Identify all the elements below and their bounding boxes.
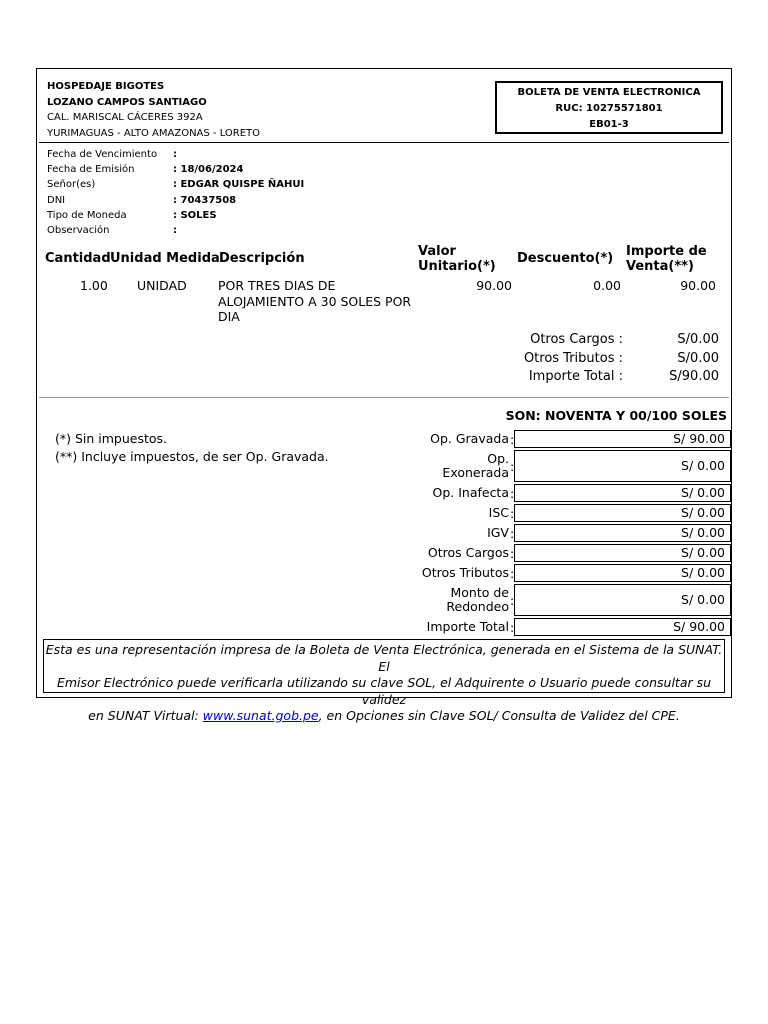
info-row — [47, 193, 304, 208]
summary-label: Otros Cargos — [427, 545, 509, 560]
summary-value-box: S/ 0.00 — [514, 450, 731, 482]
totals-label: Otros Tributos : — [523, 350, 623, 366]
note-incluye-impuestos: (**) Incluye impuestos, de ser Op. Gravada. — [55, 449, 329, 464]
summary-label-line: Op. — [487, 451, 509, 466]
boleta-title: BOLETA DE VENTA ELECTRONICA — [517, 87, 701, 98]
boleta-ruc: RUC: 10275571801 — [555, 103, 663, 114]
header-importe-line1: Importe de — [626, 244, 707, 259]
summary-label — [407, 452, 510, 480]
info-row — [47, 147, 304, 162]
company-owner: LOZANO CAMPOS SANTIAGO — [47, 96, 207, 108]
row-descuento: 0.00 — [593, 278, 621, 293]
totals-row — [497, 350, 719, 369]
footer-line3 — [44, 708, 724, 725]
footer-line3-post: , en Opciones sin Clave SOL/ Consulta de Validez del CPE. — [318, 708, 680, 723]
row-unidad: UNIDAD — [137, 278, 187, 293]
header-valor-line1: Valor — [418, 244, 456, 259]
info-value: : — [173, 225, 177, 237]
row-descripcion — [218, 278, 411, 325]
info-value: : 18/06/2024 — [173, 164, 244, 176]
header-descuento: Descuento(*) — [517, 251, 614, 266]
summary-label: Importe Total — [426, 619, 509, 634]
summary-label-line: Exonerada — [442, 465, 509, 480]
summary-label: ISC — [488, 505, 509, 520]
info-value: : SOLES — [173, 209, 217, 221]
totals-divider — [39, 397, 729, 398]
summary-row: Op. Inafecta : S/ 0.00 — [407, 484, 731, 502]
header-descripcion: Descripción — [219, 251, 305, 266]
header-valor-unitario — [418, 244, 496, 274]
summary-row: IGV : S/ 0.00 — [407, 524, 731, 542]
header-unidad: Unidad Medida — [110, 251, 220, 266]
summary-label-line: Redondeo — [446, 599, 509, 614]
summary-value-box: S/ 0.00 — [514, 564, 731, 582]
info-label: Fecha de Emisión — [47, 164, 135, 176]
boleta-document — [36, 68, 732, 723]
summary-row: Otros Tributos : S/ 0.00 — [407, 564, 731, 582]
info-value: : EDGAR QUISPE ÑAHUI — [173, 179, 305, 191]
boleta-header-box — [495, 81, 723, 134]
summary-value-box: S/ 90.00 — [514, 618, 731, 636]
legal-footer — [43, 639, 725, 723]
totals-block — [497, 331, 719, 387]
info-row — [47, 223, 304, 238]
header-importe — [626, 244, 707, 274]
totals-label: Otros Cargos : — [530, 332, 623, 347]
header-cantidad: Cantidad — [45, 251, 111, 266]
header-valor-line2: Unitario(*) — [418, 259, 496, 274]
company-name: HOSPEDAJE BIGOTES — [47, 81, 165, 92]
summary-value-box: S/ 0.00 — [514, 584, 731, 616]
info-row — [47, 162, 304, 177]
summary-row: Op. Exonerada : S/ 0.00 — [407, 450, 731, 482]
summary-table — [407, 430, 731, 638]
totals-value: S/90.00 — [669, 369, 719, 384]
header-importe-line2: Venta(**) — [626, 259, 694, 274]
summary-value-box: S/ 0.00 — [514, 504, 731, 522]
summary-label: IGV — [487, 525, 509, 540]
totals-row — [497, 368, 719, 387]
company-address: CAL. MARISCAL CÁCERES 392A — [47, 112, 203, 123]
note-sin-impuestos: (*) Sin impuestos. — [55, 431, 168, 446]
summary-value-box: S/ 0.00 — [514, 484, 731, 502]
summary-value-box: S/ 0.00 — [514, 524, 731, 542]
totals-value: S/0.00 — [677, 350, 719, 366]
footer-line1: Esta es una representación impresa de la Boleta de Venta Electrónica, generada en el Sistema de la SUNAT. El — [45, 642, 723, 674]
company-location: YURIMAGUAS - ALTO AMAZONAS - LORETO — [47, 127, 261, 139]
row-descripcion-line2: ALOJAMIENTO A 30 SOLES POR — [218, 293, 412, 309]
boleta-number: EB01-3 — [589, 119, 629, 130]
row-descripcion-line1: POR TRES DIAS DE — [218, 278, 336, 293]
info-label: Observación — [47, 225, 110, 237]
sunat-link[interactable]: www.sunat.gob.pe — [202, 708, 319, 723]
notes — [55, 430, 329, 466]
summary-label-line: Monto de — [450, 585, 509, 600]
info-row — [47, 177, 304, 192]
summary-label — [407, 586, 510, 614]
customer-info — [47, 147, 304, 238]
summary-label: Op. Gravada — [430, 431, 509, 446]
summary-label: Op. Inafecta — [432, 485, 509, 500]
row-cantidad: 1.00 — [80, 278, 108, 293]
info-label: Señor(es) — [47, 179, 96, 191]
info-value: : — [173, 149, 177, 160]
summary-row: Op. Gravada : S/ 90.00 — [407, 430, 731, 448]
summary-row: Monto de Redondeo : S/ 0.00 — [407, 584, 731, 616]
summary-row: ISC : S/ 0.00 — [407, 504, 731, 522]
totals-row — [497, 331, 719, 350]
footer-line3-pre: en SUNAT Virtual: — [88, 708, 203, 723]
info-label: DNI — [47, 194, 66, 206]
summary-value-box: S/ 0.00 — [514, 544, 731, 562]
summary-label: Otros Tributos — [421, 565, 509, 580]
amount-in-words: SON: NOVENTA Y 00/100 SOLES — [505, 408, 727, 423]
footer-line2: Emisor Electrónico puede verificarla utilizando su clave SOL, el Adquirente o Usuario puede consultar su validez — [56, 675, 712, 707]
header-divider — [39, 142, 729, 143]
info-row — [47, 208, 304, 223]
info-label: Fecha de Vencimiento — [47, 149, 158, 160]
summary-value-box: S/ 90.00 — [514, 430, 731, 448]
row-valor: 90.00 — [476, 278, 512, 293]
info-label: Tipo de Moneda — [47, 209, 127, 221]
row-descripcion-line3: DIA — [218, 309, 240, 324]
info-value: : 70437508 — [173, 194, 237, 206]
totals-label: Importe Total : — [528, 369, 623, 384]
summary-row: Importe Total : S/ 90.00 — [407, 618, 731, 636]
summary-row: Otros Cargos : S/ 0.00 — [407, 544, 731, 562]
company-info — [47, 79, 260, 141]
totals-value: S/0.00 — [677, 332, 719, 347]
row-importe: 90.00 — [680, 278, 716, 293]
